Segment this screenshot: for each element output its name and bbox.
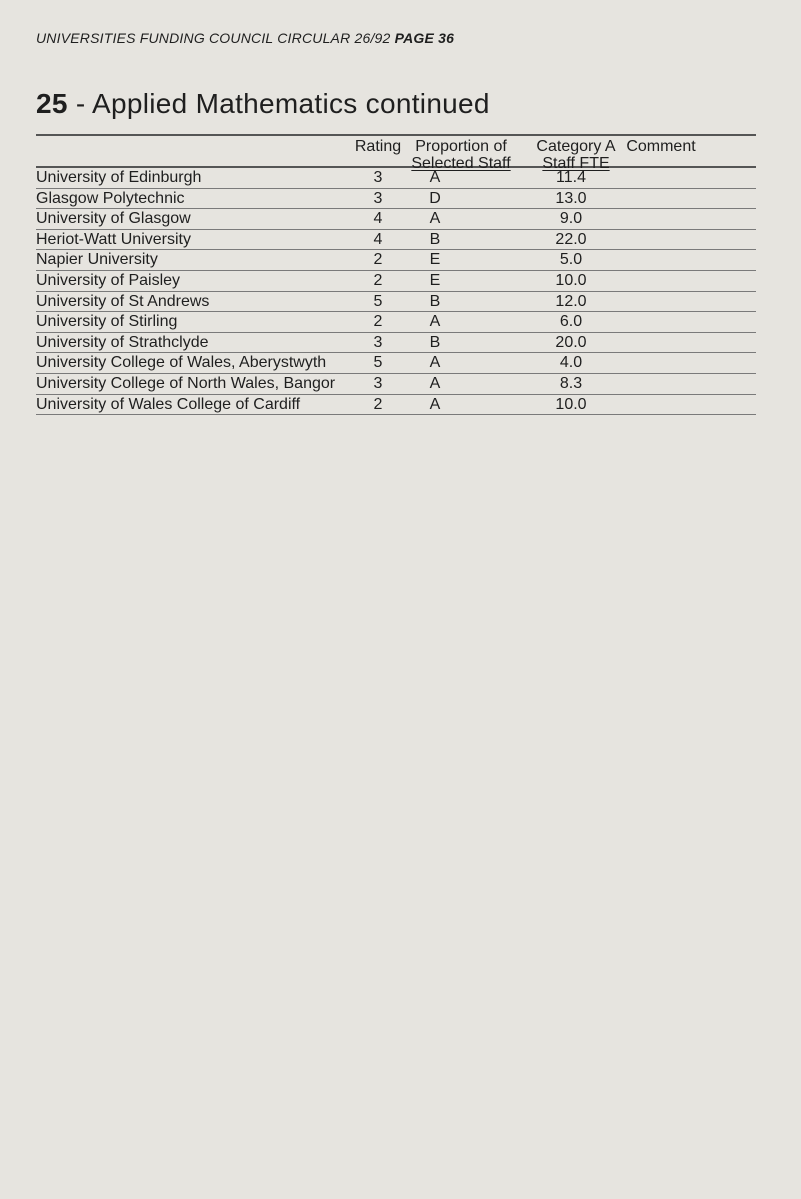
fte-value: 10.0 xyxy=(555,395,587,413)
institution-name: Heriot-Watt University xyxy=(36,230,191,248)
institution-name: University of Paisley xyxy=(36,271,181,289)
rating-value: 2 xyxy=(373,313,383,331)
proportion-value: A xyxy=(429,395,441,413)
col-proportion xyxy=(396,138,526,172)
fte-value: 5.0 xyxy=(559,251,583,269)
proportion-value: D xyxy=(429,189,441,207)
rating-value: 3 xyxy=(373,189,383,207)
table-row xyxy=(36,209,756,230)
rating-value: 5 xyxy=(373,354,383,372)
institution-name: University of Wales College of Cardiff xyxy=(36,395,301,413)
fte-value: 10.0 xyxy=(555,271,587,289)
rating-value: 4 xyxy=(373,210,383,228)
fte-value: 6.0 xyxy=(559,313,583,331)
institution-name: University College of North Wales, Bangor xyxy=(36,374,336,392)
table-row xyxy=(36,374,756,395)
rating-value: 3 xyxy=(373,374,383,392)
fte-value: 20.0 xyxy=(555,333,587,351)
col-proportion-line1: Proportion of xyxy=(415,138,507,155)
table-row xyxy=(36,292,756,313)
table-row xyxy=(36,395,756,416)
proportion-value: E xyxy=(429,251,441,269)
fte-value: 4.0 xyxy=(559,354,583,372)
proportion-value: B xyxy=(429,230,441,248)
proportion-value: A xyxy=(429,374,441,392)
col-comment: Comment xyxy=(626,138,696,155)
table-row xyxy=(36,312,756,333)
institution-name: University of Edinburgh xyxy=(36,169,202,186)
rating-value: 4 xyxy=(373,230,383,248)
table-row xyxy=(36,250,756,271)
institution-name: University of Strathclyde xyxy=(36,333,209,351)
table-row xyxy=(36,189,756,210)
rating-value: 2 xyxy=(373,271,383,289)
fte-value: 22.0 xyxy=(555,230,587,248)
proportion-value: A xyxy=(429,313,441,331)
table-row xyxy=(36,230,756,251)
rating-value: 3 xyxy=(373,169,383,186)
proportion-value: E xyxy=(429,271,441,289)
table-row xyxy=(36,168,756,189)
institution-name: University of Glasgow xyxy=(36,210,191,228)
running-title: UNIVERSITIES FUNDING COUNCIL CIRCULAR 26/92 xyxy=(36,30,391,46)
proportion-value: A xyxy=(429,169,441,186)
rating-value: 2 xyxy=(373,395,383,413)
rating-value: 2 xyxy=(373,251,383,269)
table-row xyxy=(36,353,756,374)
proportion-value: B xyxy=(429,292,441,310)
page-label: PAGE 36 xyxy=(394,30,455,46)
col-proportion-line2: Selected Staff xyxy=(411,155,511,172)
rating-value: 3 xyxy=(373,333,383,351)
institution-name: University of St Andrews xyxy=(36,292,210,310)
proportion-value: A xyxy=(429,354,441,372)
institution-name: University College of Wales, Aberystwyth xyxy=(36,354,327,372)
col-category-line1: Category A xyxy=(536,138,616,155)
table-row xyxy=(36,333,756,354)
fte-value: 11.4 xyxy=(556,169,586,186)
col-rating: Rating xyxy=(354,138,402,155)
col-category-line2: Staff FTE xyxy=(542,155,610,172)
institution-name: Napier University xyxy=(36,251,158,269)
fte-value: 12.0 xyxy=(555,292,587,310)
running-header xyxy=(36,30,454,46)
proportion-value: A xyxy=(429,210,441,228)
section-name: - Applied Mathematics continued xyxy=(67,88,490,119)
section-title xyxy=(36,88,490,120)
ratings-table xyxy=(36,134,756,415)
table-body xyxy=(36,168,756,415)
fte-value: 13.0 xyxy=(555,189,587,207)
section-number: 25 xyxy=(36,88,68,119)
institution-name: Glasgow Polytechnic xyxy=(36,189,185,207)
table-row xyxy=(36,271,756,292)
fte-value: 8.3 xyxy=(559,374,583,392)
institution-name: University of Stirling xyxy=(36,313,178,331)
rating-value: 5 xyxy=(373,292,383,310)
table-header xyxy=(36,136,756,172)
fte-value: 9.0 xyxy=(559,210,583,228)
proportion-value: B xyxy=(429,333,441,351)
